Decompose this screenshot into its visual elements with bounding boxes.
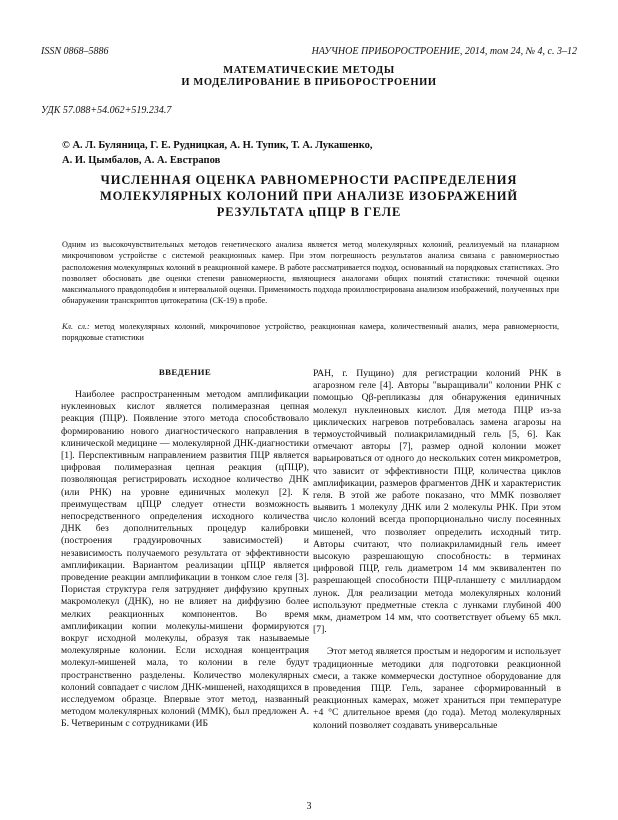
article-title-line-3: РЕЗУЛЬТАТА цПЦР В ГЕЛЕ xyxy=(216,205,402,219)
introduction-heading: ВВЕДЕНИЕ xyxy=(158,367,212,377)
keywords-label: Кл. сл.: xyxy=(62,322,90,331)
author-line-2: А. И. Цымбалов, А. А. Евстрапов xyxy=(62,155,221,166)
udc-code: УДК 57.088+54.062+519.234.7 xyxy=(41,105,172,116)
keywords-text: метод молекулярных колоний, микрочиповое устройство, реакционная камера, количественный анализ, мера равномерности, порядковые статистики xyxy=(62,322,559,343)
page-number: 3 xyxy=(306,801,312,812)
section-title xyxy=(0,65,618,89)
running-header xyxy=(41,46,577,60)
section-title-line-2: И МОДЕЛИРОВАНИЕ В ПРИБОРОСТРОЕНИИ xyxy=(181,77,437,88)
body-column-right xyxy=(313,368,561,732)
section-title-line-1: МАТЕМАТИЧЕСКИЕ МЕТОДЫ xyxy=(223,65,395,76)
body-column-left xyxy=(61,367,309,731)
body-paragraph-continued: РАН, г. Пущино) для регистрации колоний РНК в агарозном геле [4]. Авторы "выращивали" колонии РНК с помощью Qβ-репликазы для обнаружения единичных молекул нуклеиновых кислот. Для метода ПЦР из-за циклических нагревов потребовалась замена агарозы на термоустойчивый полиакриламидный гель [5, 6]. Как отмечают авторы [7], размер одной колонии может варьироваться от одного до нескольких сотен микрометров, что зависит от эффективности ПЦР, количества циклов амплификации, размеров фрагментов ДНК и характеристик геля. В этой же работе показано, что ММК позволяет выявить 1 молекулу ДНК или 2 молекулы РНК. При этом число колоний всегда пропорционально числу посеянных мишеней, что позволяет определить исходный титр. Авторы считают, что полиакриламидный гель имеет высокую разрешающую способность: в терминах цифровой ПЦР, гель диаметром 14 мм эквивалентен по разрешающей способности ПЦР-планшету с миллиардом лунок. Для реализации метода молекулярных колоний используют предметные стекла с лунками глубиной 400 мкм, диаметром 14 мм, что соответствует объему 65 мкл. [7]. xyxy=(313,368,561,636)
author-line-1: © А. Л. Буляница, Г. Е. Рудницкая, А. Н. Тупик, Т. А. Лукашенко, xyxy=(62,140,373,151)
article-title-line-1: ЧИСЛЕННАЯ ОЦЕНКА РАВНОМЕРНОСТИ РАСПРЕДЕЛЕНИЯ xyxy=(100,173,518,187)
issn-number: ISSN 0868–5886 xyxy=(41,46,109,57)
abstract: Одним из высокочувствительных методов генетического анализа является метод молекулярных колоний, реализуемый на планарном микрочиповом устройстве с системой реакционных камер. При этом погрешность результатов анализа связана с равномерностью расположения молекулярных колоний в реакционной камере. В работе рассматривается подход, основанный на порядковых статистиках. Это позволяет обосновать две оценки степени равномерности, являющиеся аналогами общих понятий статистики: точечной оценки максимального правдоподобия и интервальной оценки. Применимость подхода проиллюстрирована анализом изображений, полученных при обнаружении транскриптов цитокератина (СК-19) в пробе. xyxy=(62,240,559,306)
keywords xyxy=(62,321,559,344)
body-paragraph: Этот метод является простым и недорогим и использует традиционные методики для подготовки реакционной смеси, а также коммерчески доступное оборудование для проведения ПЦР. Гель, заранее сформированный в реакционных камерах, может храниться при температуре +4 °С длительное время (до года). Метод молекулярных колоний позволяет создавать универсальные xyxy=(313,646,561,731)
author-list xyxy=(62,138,562,168)
article-title xyxy=(60,172,558,220)
body-paragraph: Наиболее распространенным методом амплификации нуклеиновых кислот является полимеразная цепная реакция (ПЦР). Появление этого метода способствовало формированию нового диагностического направления в клинической медицине — молекулярной ДНК-диагностики [1]. Перспективным направлением развития ПЦР является цифровая полимеразная цепная реакция (цПЦР), позволяющая регистрировать исходное количество ДНК (или РНК) на уровне единичных молекул [2]. К преимуществам цПЦР следует отнести возможность непосредственного определения исходного количества ДНК без дополнительных процедур калибровки (построения градуировочных зависимостей) и независимость получаемого результата от эффективности амплификации. Вариантом реализации цПЦР является проведение реакции амплификации в тонком слое геля [3]. Пористая структура геля затрудняет диффузию крупных макромолекул (ДНК), но не влияет на диффузию более мелких реакционных компонентов. Во время амплификации копии молекулы-мишени формируются вокруг исходной молекулы, образуя так называемые молекулярные колонии. Если исходная концентрация молекул-мишеней мала, то колонии в геле будут пространственно разделены. Количество молекулярных колоний совпадает с числом ДНК-мишеней, находящихся в исследуемом образце. Впервые этот метод, названный методом молекулярных колоний (ММК), был предложен А. Б. Четвериным с сотрудниками (ИБ xyxy=(61,389,309,730)
journal-citation: НАУЧНОЕ ПРИБОРОСТРОЕНИЕ, 2014, том 24, № 4, с. 3–12 xyxy=(311,46,577,57)
article-title-line-2: МОЛЕКУЛЯРНЫХ КОЛОНИЙ ПРИ АНАЛИЗЕ ИЗОБРАЖЕНИЙ xyxy=(99,189,519,203)
